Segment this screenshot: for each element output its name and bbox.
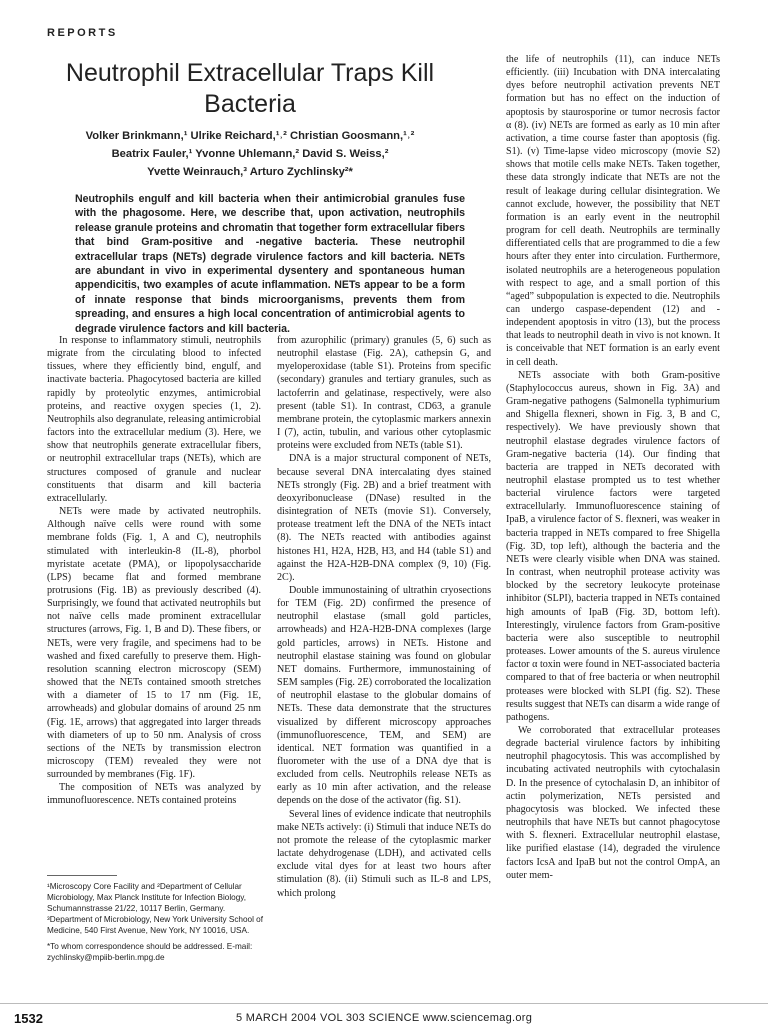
paragraph: Several lines of evidence indicate that neutrophils make NETs actively: (i) Stimuli that induce NETs do not promote the release of the cytoplasmic marker lactate dehydrogenase (LDH), and activated cells exclude vital dyes for at least two hours after stimulation (8). (ii) Stimuli such as IL-8 and LPS, which prolong [277, 808, 491, 899]
journal-info: 5 MARCH 2004 VOL 303 SCIENCE www.sciencemag.org [236, 1012, 533, 1024]
article-title: Neutrophil Extracellular Traps Kill Bacteria [65, 59, 435, 118]
author-list [40, 127, 460, 181]
paragraph: NETs associate with both Gram-positive (Staphylococcus aureus, shown in Fig. 3A) and Gram-negative pathogens (Salmonella typhimurium and Shigella flexneri, shown in Fig. 3, B and C, respectively). We have previously shown that neutrophil elastase degrades virulence factors of Gram-negative bacteria (14). Our finding that bacteria are trapped in NETs decorated with neutrophil elastase prompted us to test whether bacterial virulence factors were targeted extracellularly. Immunofluorescence staining of IpaB, a virulence factor of S. flexneri, was weaker in bacteria trapped in NETs compared to free Shigella (Fig. 3D, top left), although the bacteria and the NETs were clearly visible when DNA was stained. In contrast, when neutrophil protease activity was blocked by the secretory leukocyte proteinase inhibitor (SLPI), bacteria trapped in NETs contained high amounts of IpaB (Fig. 3D, bottom left). Interestingly, virulence factors from Gram-positive bacteria were also susceptible to neutrophil proteases. Lower amounts of the S. aureus virulence factor α toxin were found in NET-associated bacteria compared to that of free bacteria or when neutrophil proteases were blocked with SLPI (fig. S2). These results suggest that NETs can disarm a wide range of pathogens. [506, 369, 720, 723]
author-line: Beatrix Fauler,¹ Yvonne Uhlemann,² David S. Weiss,² [111, 148, 389, 160]
paragraph: Double immunostaining of ultrathin cryosections for TEM (Fig. 2D) confirmed the presence of neutrophil elastase (small gold particles, arrowheads) and H2A-H2B-DNA complexes (large gold particles, arrows) in NETs. Histone and neutrophil elastase staining was found on globular NET domains. Furthermore, immunostaining of SEM samples (Fig. 2E) corroborated the localization of neutrophil elastase to the globular domains of NETs. These data demonstrate that the structures visualized by different microscopy approaches (immunofluorescence, TEM, and SEM) are identical. NET formation was quantified in a fluorometer with the use of a DNA dye that is excluded from cells. Neutrophils release NETs as early as 10 min after activation, and the release depends on the dose of the activator (fig. S1). [277, 584, 491, 807]
paragraph: from azurophilic (primary) granules (5, 6) such as neutrophil elastase (Fig. 2A), cathepsin G, and myeloperoxidase (table S1). Proteins from specific (secondary) granules and tertiary granules, such as lactoferrin and gelatinase, respectively, were also present (table S1). In contrast, CD63, a granule membrane protein, the cytoplasmic markers annexin I (7), actin, tubulin, and various other cytoplasmic proteins were excluded from NETs (table S1). [277, 335, 491, 452]
correspondence-footnote: *To whom correspondence should be addressed. E-mail: zychlinsky@mpiib-berlin.mpg.de [47, 942, 253, 962]
paragraph: the life of neutrophils (11), can induce NETs efficiently. (iii) Incubation with DNA intercalating dyes before neutrophil activation prevents NET formation but has no effect on the induction of apoptosis by staurosporine or tumor necrosis factor α (8). (iv) NETs are formed as early as 10 min after activation, a time course faster than apoptosis (fig. S1). (v) Time-lapse video microscopy (movie S2) shows that motile cells make NETs. Taken together, these data strongly indicate that NETs are not the result of leakage during cellular disintegration. We cannot exclude, however, the possibility that NET formation is an early event in the neutrophil program for cell death. Neutrophils are terminally differentiated cells that are programmed to die a few hours after they enter into circulation. Furthermore, isolated neutrophils are a heterogeneous population with respect to age, and a small portion of this “aged” subpopulation is expected to die. Neutrophils can undergo caspase-dependent (12) and -independent apoptosis in vitro (13), but the process that leads to neutrophil death in vivo is not known. It is conceivable that NET formation is an early event in cell death. [506, 54, 720, 368]
body-column-2 [277, 334, 491, 994]
affiliation-footnote: ¹Microscopy Core Facility and ²Department of Cellular Microbiology, Max Planck Institute for Infection Biology, Schumannstrasse 21/22, 10117 Berlin, Germany. ³Department of Microbiology, New York University School of Medicine, 540 First Avenue, New York, NY 10016, USA. [47, 882, 263, 935]
abstract: Neutrophils engulf and kill bacteria when their antimicrobial granules fuse with the phagosome. Here, we describe that, upon activation, neutrophils release granule proteins and chromatin that together form extracellular fibers that bind Gram-positive and -negative bacteria. These neutrophil extracellular traps (NETs) degrade virulence factors and kill bacteria. NETs are abundant in vivo in experimental dysentery and spontaneous human appendicitis, two examples of acute inflammation. NETs appear to be a form of innate response that binds microorganisms, prevents them from spreading, and ensures a high local concentration of antimicrobial agents to degrade virulence factors and kill bacteria. [75, 193, 465, 335]
body-column-1 [47, 334, 261, 862]
footnotes [47, 881, 265, 968]
footnote-divider [47, 875, 117, 876]
footer-divider [0, 1003, 768, 1004]
paragraph: The composition of NETs was analyzed by immunofluorescence. NETs contained proteins [47, 782, 261, 807]
section-label: REPORTS [47, 27, 118, 39]
page-number: 1532 [14, 1011, 43, 1026]
paragraph: NETs were made by activated neutrophils. Although naïve cells were round with some membrane folds (Fig. 1, A and C), neutrophils stimulated with interleukin-8 (IL-8), phorbol myristate acetate (PMA), or lipopolysaccharide (LPS) became flat and formed membrane protrusions (Fig. 1B) as previously described (4). Surprisingly, we found that activated neutrophils but not naïve cells made prominent extracellular structures (arrows, Fig. 1, B and D). These fibers, or NETs, were very fragile, and specimens had to be washed and fixed carefully to preserve them. High-resolution scanning electron microscopy (SEM) showed that the NETs contained smooth stretches with a diameter of 15 to 17 nm (Fig. 1E, arrowheads) and globular domains of around 25 nm (Fig. 1E, arrows) that aggregated into larger threads with diameters of up to 50 nm. Analysis of cross sections of the NETs by transmission electron microscopy (TEM) revealed they were not surrounded by membranes (Fig. 1F). [47, 506, 261, 781]
paragraph: DNA is a major structural component of NETs, because several DNA intercalating dyes stained NETs strongly (Fig. 2B) and a brief treatment with deoxyribonuclease (DNase) resulted in the disintegration of NETs (movie S1). Conversely, protease treatment left the DNA of the NETs intact (8). The NETs reacted with antibodies against histones H1, H2A, H2B, H3, and H4 (table S1) and against the H2A-H2B-DNA complex (9, 10) (Fig. 2C). [277, 453, 491, 583]
author-line: Yvette Weinrauch,³ Arturo Zychlinsky²* [147, 166, 353, 178]
paragraph: In response to inflammatory stimuli, neutrophils migrate from the circulating blood to infected tissues, where they efficiently bind, engulf, and inactivate bacteria. Phagocytosed bacteria are killed rapidly by proteolytic enzymes, antimicrobial proteins, and reactive oxygen species (1, 2). Neutrophils also degranulate, releasing antimicrobial factors into the extracellular medium (3). Here, we show that neutrophils generate extracellular fibers, or neutrophil extracellular traps (NETs), which are structures composed of granule and nuclear constituents that disarm and kill bacteria extracellularly. [47, 335, 261, 504]
paragraph: We corroborated that extracellular proteases degrade bacterial virulence factors by inhibiting neutrophil phagocytosis. This was accomplished by incubating activated neutrophils with cytochalasin D. In the presence of cytochalasin D, an inhibitor of actin polymerization, NETs persisted and phagocytosis was blocked. We infected these neutrophils that have NETs but cannot phagocytose with S. flexneri. Extracellular neutrophil elastase, like purified elastase (14), degraded the virulence factors IcsA and IpaB but not the control OmpA, an outer mem- [506, 724, 720, 881]
author-line: Volker Brinkmann,¹ Ulrike Reichard,¹˒² Christian Goosmann,¹˒² [85, 130, 415, 142]
body-column-3 [506, 53, 720, 997]
